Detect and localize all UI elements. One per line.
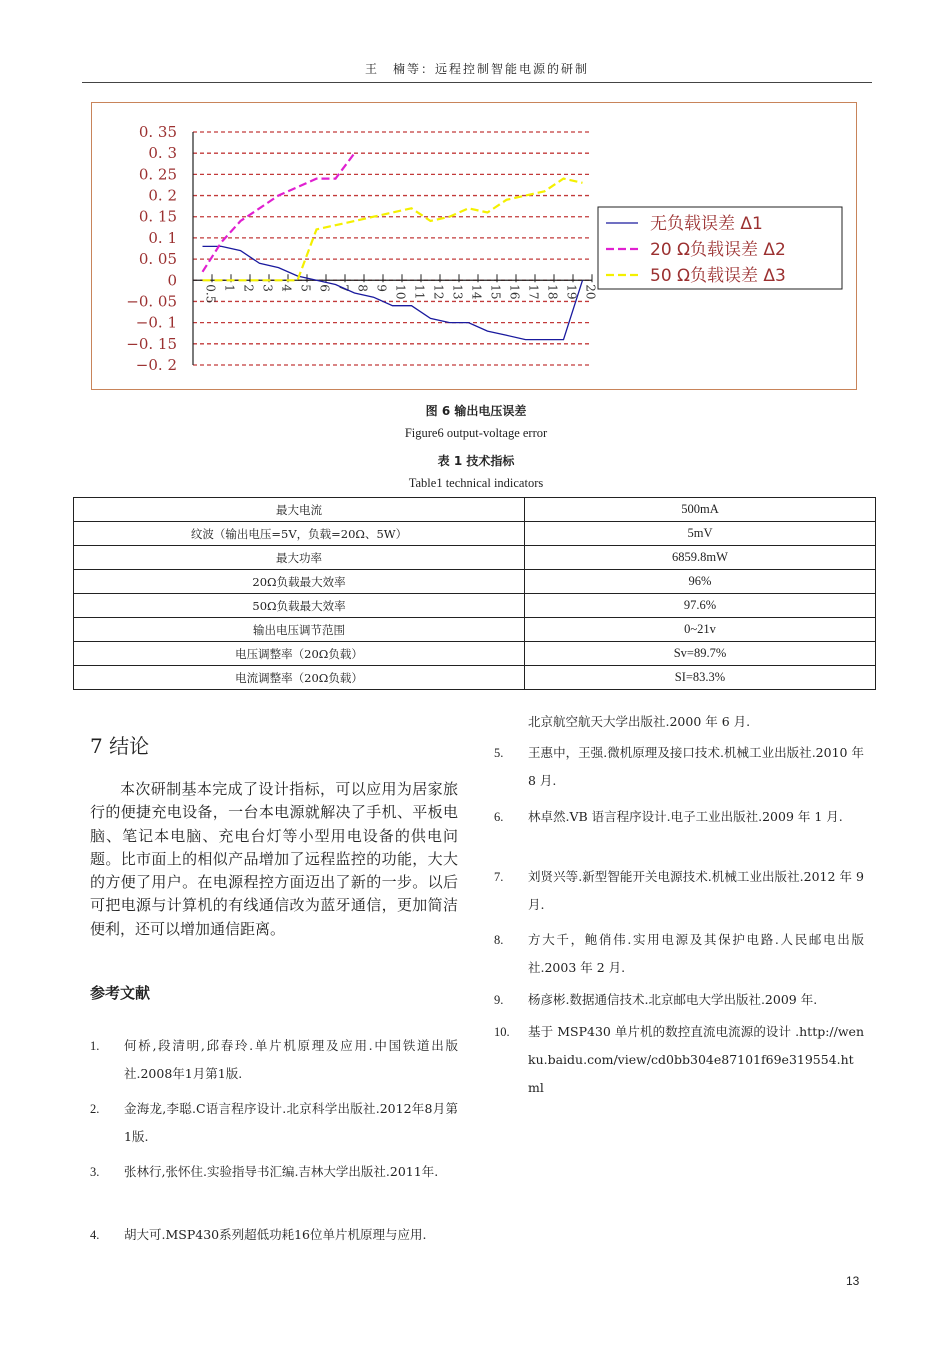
value-cell: 96% [525,570,876,594]
reference-number: 6. [494,810,504,824]
reference-number: 10. [494,1025,510,1039]
x-tick-label: 15 [488,284,503,300]
figure-caption-cn: 图 6 输出电压误差 [425,404,527,418]
x-tick-label: 19 [564,284,579,300]
table-row [74,642,876,666]
value-cell: 97.6% [525,594,876,618]
reference-text: 基于 MSP430 单片机的数控直流电流源的设计 .http://wenku.baidu.com/view/cd0bb304e87101f69e319554.html [528,1024,864,1095]
x-tick-label: 6 [317,284,332,292]
value-cell: 6859.8mW [525,546,876,570]
x-tick-label: 8 [355,284,370,292]
reference-number: 9. [494,993,504,1007]
table-row [74,546,876,570]
param-cell: 50Ω负载最大效率 [74,594,525,618]
y-tick-label: 0. 2 [148,186,177,205]
reference-text: 林卓然.VB 语言程序设计.电子工业出版社.2009 年 1 月. [528,809,843,824]
param-cell: 输出电压调节范围 [74,618,525,642]
reference-text: 张林行,张怀住.实验指导书汇编.吉林大学出版社.2011年. [124,1164,439,1179]
table-row [74,498,876,522]
series-line [203,246,583,339]
y-tick-label: 0. 05 [138,250,177,269]
reference-text: 杨彦彬.数据通信技术.北京邮电大学出版社.2009 年. [528,992,818,1007]
x-tick-label: 3 [260,284,275,292]
header-rule [82,82,872,83]
reference-number: 3. [90,1165,100,1179]
technical-indicators-table [73,497,876,690]
param-cell: 20Ω负载最大效率 [74,570,525,594]
y-tick-label: −0. 05 [126,292,177,311]
y-tick-label: 0. 3 [148,144,177,163]
x-tick-label: 16 [507,284,522,300]
x-tick-label: 11 [412,284,427,300]
y-tick-label: 0. 35 [138,123,177,141]
value-cell: 500mA [525,498,876,522]
value-cell: 0~21v [525,618,876,642]
reference-text: 何桥,段清明,邱春玲.单片机原理及应用.中国铁道出版社.2008年1月第1版. [124,1038,458,1081]
y-tick-label: −0. 15 [126,334,177,353]
reference-number: 5. [494,746,504,760]
reference-number: 1. [90,1039,100,1053]
y-tick-label: −0. 1 [135,313,177,332]
legend-label: 20 Ω负载误差 Δ2 [650,240,786,260]
table-row [74,666,876,690]
x-tick-label: 10 [393,284,408,300]
x-tick-label: 7 [336,284,351,292]
x-tick-label: 17 [526,284,541,300]
reference-text: 金海龙,李聪.C语言程序设计.北京科学出版社.2012年8月第1版. [124,1101,458,1144]
table-caption-cn: 表 1 技术指标 [437,454,515,468]
series-line [203,179,583,281]
x-tick-label: 5 [298,284,313,292]
reference-text: 王惠中，王强.微机原理及接口技术.机械工业出版社.2010 年 8 月. [528,745,864,788]
x-tick-label: 2 [241,284,256,292]
legend-label: 50 Ω负载误差 Δ3 [650,266,786,286]
x-tick-label: 13 [450,284,465,300]
value-cell: Sv=89.7% [525,642,876,666]
figure-caption-en: Figure6 output-voltage error [404,426,548,440]
y-tick-label: 0. 15 [138,207,177,226]
table-row [74,570,876,594]
x-tick-label: 1 [222,284,237,292]
x-tick-label: 20 [583,284,598,300]
page-number: 13 [846,1274,860,1288]
table-row [74,522,876,546]
param-cell: 电压调整率（20Ω负载） [74,642,525,666]
param-cell: 纹波（输出电压=5V，负载=20Ω、5W） [74,522,525,546]
x-tick-label: 18 [545,284,560,300]
reference-number: 2. [90,1102,100,1116]
x-tick-label: 9 [374,284,389,292]
y-tick-label: 0 [167,271,177,290]
y-tick-label: 0. 25 [138,165,177,184]
table-row [74,618,876,642]
x-tick-label: 12 [431,284,446,300]
section-title: 7 结论 [90,734,150,758]
conclusion-paragraph: 本次研制基本完成了设计指标，可以应用为居家旅行的便捷充电设备，一台本电源就解决了手机、平板电脑、笔记本电脑、充电台灯等小型用电设备的供电问题。比市面上的相似产品增加了远程监控的功能，大大的方便了用户。在电源程控方面迈出了新的一步。以后可把电源与计算机的有线通信改为蓝牙通信，更加简洁便利，还可以增加通信距离。 [90,780,458,938]
reference-number: 8. [494,933,504,947]
output-voltage-error-chart [92,103,856,389]
param-cell: 最大功率 [74,546,525,570]
table-row [74,594,876,618]
value-cell: SI=83.3% [525,666,876,690]
references-title: 参考文献 [90,984,151,1002]
value-cell: 5mV [525,522,876,546]
running-header: 王 楠等：远程控制智能电源的研制 [364,62,589,76]
figure-6-frame [91,102,857,390]
param-cell: 电流调整率（20Ω负载） [74,666,525,690]
param-cell: 最大电流 [74,498,525,522]
x-tick-label: 0.5 [203,284,218,304]
y-tick-label: −0. 2 [135,356,177,374]
reference-4-continued: 北京航空航天大学出版社.2000 年 6 月. [528,714,751,729]
y-tick-label: 0. 1 [148,228,177,247]
reference-number: 4. [90,1228,100,1242]
reference-text: 方大千，鲍俏伟.实用电源及其保护电路.人民邮电出版社.2003 年 2 月. [528,932,864,975]
reference-text: 胡大可.MSP430系列超低功耗16位单片机原理与应用. [124,1227,427,1242]
table-caption-en: Table1 technical indicators [408,476,544,490]
reference-text: 刘贤兴等.新型智能开关电源技术.机械工业出版社.2012 年 9 月. [528,869,864,912]
reference-number: 7. [494,870,504,884]
series-line [203,153,355,272]
x-tick-label: 14 [469,284,484,300]
legend-label: 无负载误差 Δ1 [650,214,763,234]
x-tick-label: 4 [279,284,294,292]
